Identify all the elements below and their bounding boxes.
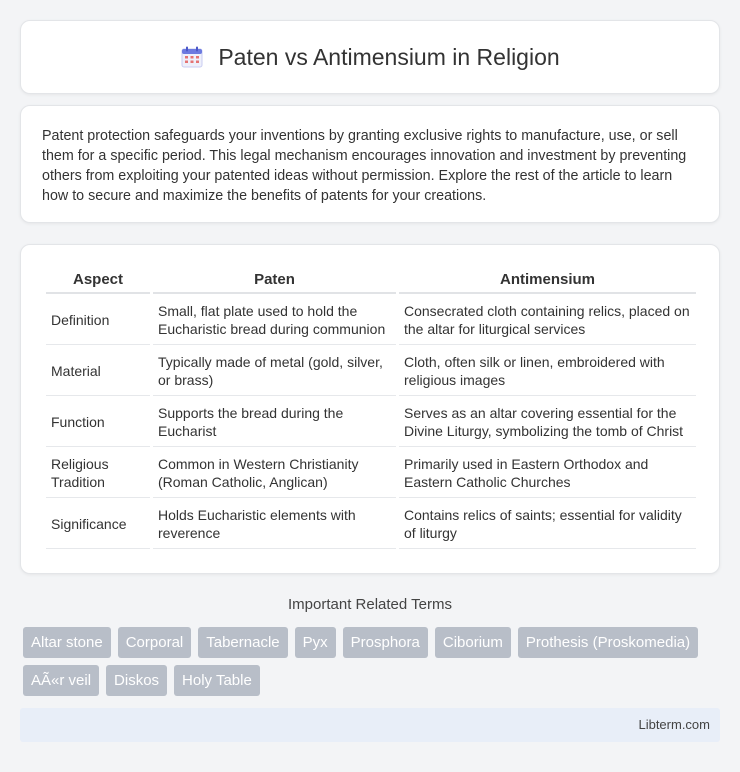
- related-term-tag[interactable]: Pyx: [295, 627, 336, 658]
- related-term-tag[interactable]: Tabernacle: [198, 627, 287, 658]
- intro-text: Patent protection safeguards your inventions by granting exclusive rights to manufacture, use, or sell them for a specific period. This legal mechanism encourages innovation and investment by preventing others from exploiting your patented ideas without permission. Explore the rest of the article to learn how to secure and maximize the benefits of patents for your creations.: [42, 128, 687, 204]
- comparison-card: [20, 244, 720, 574]
- related-term-tag[interactable]: Altar stone: [23, 627, 111, 658]
- related-terms-list: [23, 627, 723, 696]
- table-cell: Serves as an altar covering essential for the Divine Liturgy, symbolizing the tomb of Christ: [399, 398, 696, 447]
- table-cell: Definition: [46, 296, 150, 345]
- related-term-tag[interactable]: AÃ«r veil: [23, 665, 99, 696]
- related-term-tag[interactable]: Diskos: [106, 665, 167, 696]
- table-row: [46, 398, 696, 447]
- table-cell: Religious Tradition: [46, 449, 150, 498]
- table-header-row: [46, 267, 696, 294]
- related-term-tag[interactable]: Holy Table: [174, 665, 260, 696]
- calendar-icon: [180, 45, 204, 69]
- intro-card: [20, 105, 720, 223]
- related-terms-title: Important Related Terms: [288, 596, 452, 613]
- table-row: [46, 500, 696, 549]
- table-cell: Material: [46, 347, 150, 396]
- table-cell: Supports the bread during the Eucharist: [153, 398, 396, 447]
- related-term-tag[interactable]: Corporal: [118, 627, 192, 658]
- header-card: [20, 20, 720, 94]
- table-cell: Small, flat plate used to hold the Eucharistic bread during communion: [153, 296, 396, 345]
- header-paten: Paten: [153, 267, 396, 294]
- related-term-tag[interactable]: Prothesis (Proskomedia): [518, 627, 698, 658]
- table-cell: Holds Eucharistic elements with reverence: [153, 500, 396, 549]
- related-term-tag[interactable]: Prosphora: [343, 627, 428, 658]
- table-cell: Significance: [46, 500, 150, 549]
- table-row: [46, 296, 696, 345]
- header-antimensium: Antimensium: [399, 267, 696, 294]
- table-row: [46, 449, 696, 498]
- footer: [20, 708, 720, 742]
- table-cell: Typically made of metal (gold, silver, or brass): [153, 347, 396, 396]
- table-row: [46, 347, 696, 396]
- comparison-table: [43, 265, 699, 551]
- table-cell: Cloth, often silk or linen, embroidered with religious images: [399, 347, 696, 396]
- page-title: Paten vs Antimensium in Religion: [218, 43, 560, 70]
- table-cell: Consecrated cloth containing relics, placed on the altar for liturgical services: [399, 296, 696, 345]
- table-cell: Common in Western Christianity (Roman Catholic, Anglican): [153, 449, 396, 498]
- table-cell: Function: [46, 398, 150, 447]
- related-term-tag[interactable]: Ciborium: [435, 627, 511, 658]
- table-cell: Contains relics of saints; essential for validity of liturgy: [399, 500, 696, 549]
- footer-site-link[interactable]: Libterm.com: [638, 717, 710, 732]
- table-cell: Primarily used in Eastern Orthodox and Eastern Catholic Churches: [399, 449, 696, 498]
- header-aspect: Aspect: [46, 267, 150, 294]
- title-wrap: [180, 44, 559, 71]
